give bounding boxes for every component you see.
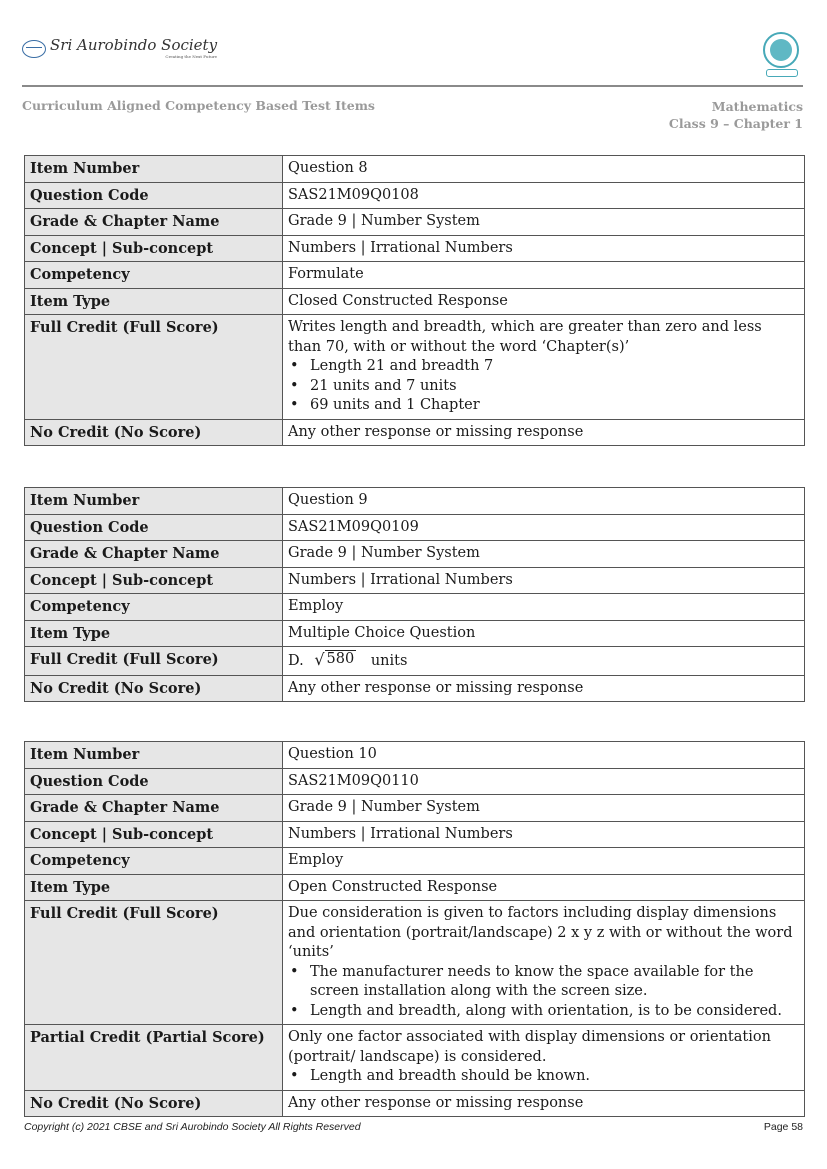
table-row [25,901,805,1025]
globe-icon [22,40,46,58]
radical-sign-icon: √ [314,650,325,669]
row-label: Item Type [25,874,283,901]
row-value: SAS21M09Q0110 [283,768,805,795]
page-header [22,30,803,90]
table-row [25,675,805,702]
row-value: Any other response or missing response [283,1090,805,1117]
table-row [25,514,805,541]
row-label: No Credit (No Score) [25,675,283,702]
table-row [25,567,805,594]
row-value: SAS21M09Q0108 [283,182,805,209]
bullet-item: • Length and breadth, along with orientation, is to be considered. [288,1002,799,1022]
row-value: Employ [283,848,805,875]
table-row [25,209,805,236]
row-label: Competency [25,848,283,875]
row-value: Any other response or missing response [283,675,805,702]
row-value: Grade 9 | Number System [283,209,805,236]
table-row [25,620,805,647]
row-value: Grade 9 | Number System [283,541,805,568]
row-label: Item Number [25,488,283,515]
row-value: Any other response or missing response [283,419,805,446]
table-row [25,288,805,315]
square-root-expression [314,650,356,668]
row-value: Closed Constructed Response [283,288,805,315]
table-row [25,795,805,822]
item-table-question-10 [24,741,805,1117]
full-credit-text: Due consideration is given to factors including display dimensions and orientation (portrait/landscape) 2 x y z with or without the word ‘units’ [288,905,793,960]
table-row [25,1090,805,1117]
row-value [283,315,805,420]
row-value: Numbers | Irrational Numbers [283,821,805,848]
row-label: Item Type [25,620,283,647]
bullet-item: • The manufacturer needs to know the space available for the screen installation along with the screen size. [288,963,799,1002]
partial-credit-text: Only one factor associated with display dimensions or orientation (portrait/ landscape) is considered. [288,1029,771,1065]
row-label: Grade & Chapter Name [25,795,283,822]
answer-unit: units [370,653,408,669]
row-value [283,647,805,676]
row-value [283,901,805,1025]
row-value: SAS21M09Q0109 [283,514,805,541]
row-label: Question Code [25,514,283,541]
table-row [25,419,805,446]
bullet-item: • 21 units and 7 units [288,377,799,397]
table-row [25,848,805,875]
bullet-item: • 69 units and 1 Chapter [288,396,799,416]
table-row [25,315,805,420]
row-label: Competency [25,594,283,621]
bullet-list [288,357,799,416]
row-label: Competency [25,262,283,289]
row-label: Concept | Sub-concept [25,821,283,848]
answer-option: D. [288,653,304,669]
full-credit-text: Writes length and breadth, which are greater than zero and less than 70, with or without the word ‘Chapter(s)’ [288,319,762,355]
class-chapter: Class 9 – Chapter 1 [668,116,803,131]
bullet-list [288,1067,799,1087]
item-table-question-9 [24,487,805,702]
row-label: Question Code [25,768,283,795]
table-row [25,488,805,515]
row-label: Item Type [25,288,283,315]
row-value: Grade 9 | Number System [283,795,805,822]
row-label: Grade & Chapter Name [25,541,283,568]
table-row [25,182,805,209]
header-divider [22,85,803,87]
bullet-list [288,963,799,1022]
table-row [25,821,805,848]
row-label: No Credit (No Score) [25,1090,283,1117]
table-row [25,874,805,901]
row-label: Concept | Sub-concept [25,567,283,594]
row-value: Numbers | Irrational Numbers [283,567,805,594]
row-value: Question 10 [283,742,805,769]
item-table-question-8 [24,155,805,446]
row-value [283,1025,805,1091]
row-label: Partial Credit (Partial Score) [25,1025,283,1091]
table-row [25,541,805,568]
row-value: Numbers | Irrational Numbers [283,235,805,262]
subject-name: Mathematics [711,99,803,114]
table-row [25,647,805,676]
table-row [25,768,805,795]
logo-tagline: Creating the Next Future [165,54,218,59]
cbse-seal-icon [763,32,801,76]
row-label: Question Code [25,182,283,209]
row-label: Concept | Sub-concept [25,235,283,262]
bullet-item: • Length 21 and breadth 7 [288,357,799,377]
copyright-notice: Copyright (c) 2021 CBSE and Sri Aurobindo Society All Rights Reserved [24,1121,361,1133]
radicand: 580 [326,651,355,667]
row-value: Question 8 [283,156,805,183]
logo-text: Sri Aurobindo Society [50,36,218,54]
table-row [25,262,805,289]
table-row [25,742,805,769]
row-value: Employ [283,594,805,621]
row-label: Item Number [25,742,283,769]
row-label: Full Credit (Full Score) [25,315,283,420]
row-label: Full Credit (Full Score) [25,901,283,1025]
row-label: Grade & Chapter Name [25,209,283,236]
row-value: Question 9 [283,488,805,515]
page-number: Page 58 [763,1121,803,1133]
subject-heading [669,98,803,132]
table-row [25,1025,805,1091]
sri-aurobindo-society-logo [22,38,217,59]
row-value: Formulate [283,262,805,289]
document-subtitle: Curriculum Aligned Competency Based Test Items [22,98,375,113]
row-value: Multiple Choice Question [283,620,805,647]
row-label: No Credit (No Score) [25,419,283,446]
row-label: Item Number [25,156,283,183]
table-row [25,594,805,621]
table-row [25,156,805,183]
bullet-item: • Length and breadth should be known. [288,1067,799,1087]
row-value: Open Constructed Response [283,874,805,901]
row-label: Full Credit (Full Score) [25,647,283,676]
table-row [25,235,805,262]
